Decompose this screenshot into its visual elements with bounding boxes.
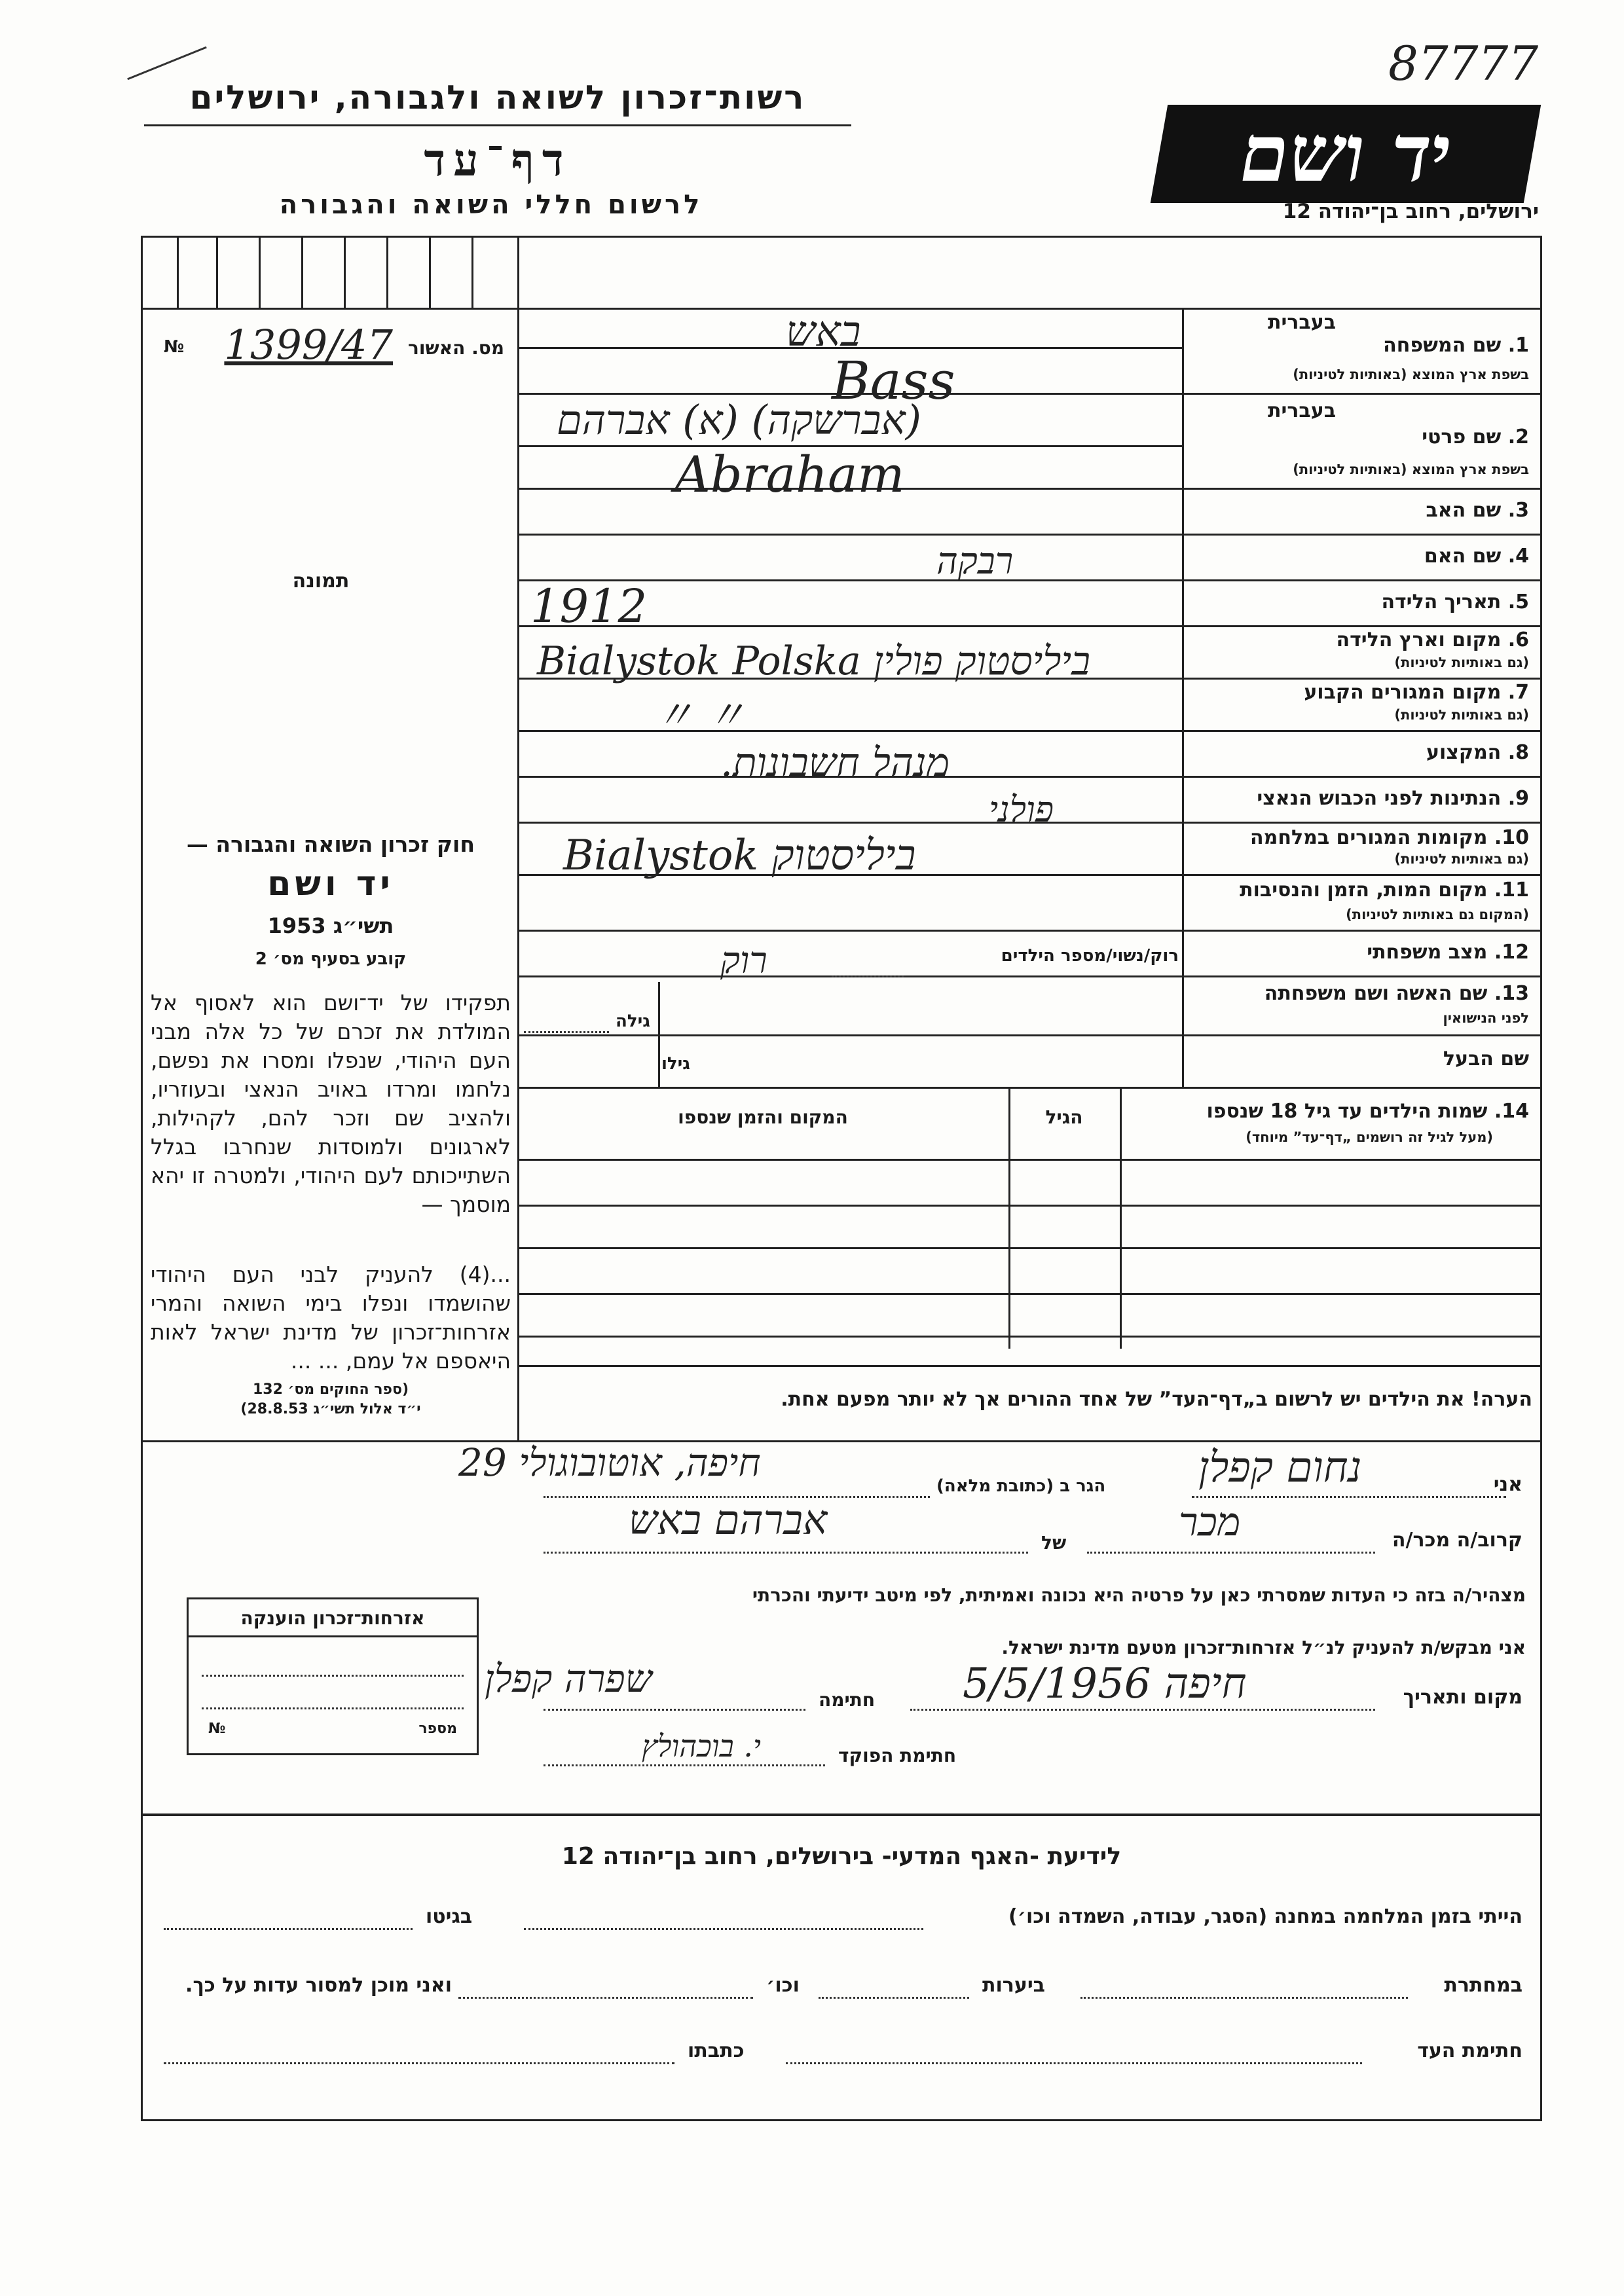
wartime-residence-value: Bialystok ביליסטוק [563,831,916,880]
row-rule [1182,776,1542,778]
citizenship-rule [189,1635,477,1637]
of-label: של [1041,1532,1067,1554]
label-column-rule [1182,308,1184,1087]
law-body: תפקידו של יד־ושם הוא לאסוף אל המולדת את זכרם של כל אלה מבני העם היהודי, שנפלו ומסרו את נפשם, נלחמו ומרדו באויב הנאצי ובעוזריו, ולהציב שם וזכר להם, לקהילות, לארגונים ולמוסדות שנחרבו בגלל השתייכותם לעם היהודי, ולמטרה זו יהא מוסמך — [151,990,511,1217]
write-line [517,730,1182,732]
nationality-value: פולני [989,789,1054,830]
underground-line [1080,1997,1408,1999]
row-rule [1182,678,1542,680]
wife-name-label: 13. שם האשה ושם משפחתה [1264,982,1529,1005]
registration-field [164,321,504,373]
officer-signature-label: חתימת הפוקד [838,1745,957,1766]
witness-address-label: כתבתו [688,2039,745,2062]
row-rule [1182,975,1542,977]
declarant-address: חיפה, אוטובוגולי 29 [458,1440,761,1485]
declarant-signature: שפרה קפלן [485,1656,652,1701]
children-row-rule [517,1205,1542,1207]
citizenship-request: אני מבקש/ת להעניק לנ״ל אזרחות־זכרון מטעם מדינת ישראל. [1001,1637,1526,1658]
residence-label: 7. מקום המגורים הקבוע [1304,681,1529,704]
children-count-line [832,975,904,977]
children-row-rule [517,1293,1542,1295]
signature-line [544,1709,805,1711]
profession-label: 8. המקצוע [1426,741,1529,764]
death-place-label: 11. מקום המות, הזמן והנסיבות [1240,879,1529,902]
birth-date-value: 1912 [530,579,648,633]
law-name: יד ושם [267,864,394,903]
birth-place-sub: (גם באותיות לטיניות) [1394,655,1529,670]
place-date-value: חיפה 5/5/1956 [963,1660,1247,1708]
witness-signature-label: חתימת העד [1417,2039,1522,2062]
camp-line [524,1928,923,1930]
residence-sub: (גם באותיות לטיניות) [1394,707,1529,723]
relation-value: מכר [1179,1499,1241,1545]
relation-line [1087,1552,1375,1554]
address-label: הגר ב (כתובת מלאה) [936,1476,1106,1496]
marital-status-options: רוק/נשוי/מספר הילדים [1001,946,1179,966]
registration-prefix: № [164,337,185,357]
law-clause: קובע בסעיף מס׳ 2 [255,949,407,969]
write-line [517,534,1182,536]
archive-number: 87777 [1388,36,1539,91]
registration-label: מס. האשור [408,337,504,359]
corner-mark [127,46,207,80]
grid-cell [177,236,179,308]
children-row-rule [517,1336,1542,1338]
grid-cell [216,236,218,308]
family-name-latin: Bass [832,350,955,411]
note-top-rule [517,1365,1542,1367]
forests-label: ביערות [982,1974,1045,1997]
children-names-sub: (מעל לגיל זה רושמים „דף־עד” מיוחד) [1246,1129,1493,1145]
relation-label: קרוב/ה מכר/ה [1392,1529,1522,1552]
footer-rule [141,1813,1542,1816]
witness-signature-line [786,2062,1362,2064]
write-line [517,930,1182,932]
family-name-sub: בשפת ארץ המוצא (באותיות לטיניות) [1293,367,1529,382]
law-clause-4: ...(4) להעניק לבני העם היהודי שהושמדו ונפלו בימי השואה והמרי אזרחות־זכרון של מדינת ישראל לאות היאספם אל עמם, ... ... [151,1262,511,1374]
grid-cell [471,236,473,308]
row-rule [1182,534,1542,536]
declarant-line [1192,1496,1506,1498]
place-date-label: מקום ותאריך [1403,1686,1522,1709]
ghetto-line [164,1928,413,1930]
etc-label: וכו׳ [766,1974,800,1997]
age-divider [658,982,660,1087]
citizenship-dotline [202,1675,464,1677]
children-row-rule [517,1247,1542,1249]
husband-name-label: שם הבעל [1443,1048,1529,1070]
marital-status-label: 12. מצב משפחתי [1367,941,1529,964]
wife-name-sub: לפני הנישואין [1443,1010,1529,1026]
row-rule [1182,579,1542,581]
citizenship-title: אזרחות־זכרון הוענקה [240,1607,425,1629]
row-rule [1182,488,1542,490]
write-line [517,1087,1542,1089]
mother-name-value: רבקה [936,540,1014,583]
signature-label: חתימה [819,1689,876,1711]
first-name-hebrew: (אברשקה) (א) אברהם [557,396,921,444]
grid-rule-right [517,308,1542,310]
profession-value: מנהל חשבונות. [720,740,950,786]
underground-label: במחתרת [1444,1974,1522,1997]
bottom-rule [141,2119,1542,2121]
in-hebrew-1: בעברית [1268,311,1336,334]
write-line [517,822,1182,824]
law-source-date: י״ד אלול תשי״ג 28.8.53) [240,1401,421,1417]
note-text: הערה! את הילדים יש לרשום ב„דף־העד” של אחד ההורים אך לא יותר מפעם אחת. [781,1388,1532,1411]
top-rule [141,236,1542,238]
note-bottom-rule [141,1440,1542,1442]
family-name-label: 1. שם המשפחה [1383,334,1529,357]
in-hebrew-2: בעברית [1268,399,1336,422]
forests-line [819,1997,969,1999]
law-year: תשי״ג 1953 [267,913,394,938]
grid-cell [301,236,303,308]
law-source: (ספר החוקים מס׳ 132 [252,1381,409,1398]
citizenship-number-label: מספר [418,1721,457,1737]
photo-label: תמונה [292,570,350,592]
row-rule [1182,625,1542,627]
declaration-statement: מצהיר/ה בזה כי העדות שמסרתי כאן על פרטיה היא נכונה ואמיתית, לפי מיטב ידיעתי והכרתי [752,1584,1526,1606]
address: ירושלים, רחוב בן־יהודה 12 [1282,200,1539,223]
of-line [544,1552,1028,1554]
residence-value: 〃 〃 [655,693,747,738]
frame-left [141,236,143,2121]
place-date-line [910,1709,1375,1711]
footer-title: לידיעת -האגף המדעי- בירושלים, רחוב בן־יהודה 12 [561,1843,1122,1870]
grid-cell [429,236,431,308]
row-rule [1182,1034,1542,1036]
children-names-label: 14. שמות הילדים עד גיל 18 שנספו [1206,1100,1529,1123]
declarant-name: נחום קפלן [1198,1444,1362,1492]
children-header-rule [517,1159,1542,1161]
declarant-label: אני [1493,1473,1522,1496]
header-rule [144,124,851,126]
first-name-label: 2. שם פרטי [1422,426,1529,448]
frame-right [1540,236,1542,2121]
victim-name: אברהם באש [629,1496,828,1544]
wife-age-label: גילה [616,1011,650,1031]
wartime-residence-sub: (גם באותיות לטיניות) [1394,851,1529,867]
column-divider [517,236,519,1440]
camp-label: הייתי בזמן המלחמה במחנה (הסגר, עבודה, השמדה וכו׳) [1008,1905,1522,1928]
registration-value: 1399/47 [224,321,393,369]
children-place-header: המקום והזמן שנספו [678,1106,848,1128]
family-name-hebrew: באש [786,308,861,356]
law-title: חוק זכרון השואה והגבורה — [186,831,475,857]
row-rule [1182,874,1542,876]
birth-place-label: 6. מקום וארץ הלידה [1336,629,1529,651]
form-title: דף־עד [424,134,572,187]
row-rule [1182,930,1542,932]
grid-cell [259,236,261,308]
row-rule [1182,730,1542,732]
death-place-sub: (המקום גם באותיות לטיניות) [1346,907,1529,922]
etc-line [458,1997,753,1999]
yad-vashem-logo: יד ושם [1151,105,1541,203]
first-name-sub: בשפת ארץ המוצא (באותיות לטיניות) [1293,462,1529,477]
form-subtitle: לרשום חללי השואה והגבורה [279,190,703,220]
mother-name-label: 4. שם האם [1424,545,1529,568]
grid-cell [344,236,346,308]
row-rule [1182,822,1542,824]
row-rule [1182,393,1542,395]
children-col-rule [1120,1087,1122,1349]
father-name-label: 3. שם האב [1426,499,1529,522]
nationality-label: 9. הנתינות לפני הכבוש הנאצי [1257,787,1529,810]
wartime-residence-label: 10. מקומות המגורים במלחמה [1250,826,1529,849]
citizenship-number-prefix: № [208,1721,226,1737]
grid-cell [386,236,388,308]
first-name-latin: Abraham [674,445,905,503]
officer-signature-line [544,1764,825,1766]
birth-place-value: Bialystok Polska ביליסטוק פולין [537,638,1091,684]
ghetto-label: בגיטו [426,1905,473,1928]
grid-rule [141,308,517,310]
citizenship-dotline [202,1707,464,1709]
marital-status-value: רוק [720,939,767,982]
officer-signature: י. בוכהולץ [642,1728,761,1764]
write-line [517,1034,1182,1036]
husband-age-label: גילו [661,1054,690,1074]
children-age-header: הגיל [1045,1106,1083,1128]
testimony-ready: ואני מוכן למסור עדות על כך. [185,1974,452,1997]
citizenship-box [187,1597,479,1755]
authority-title: רשות־זכרון לשואה ולגבורה, ירושלים [189,79,806,117]
wife-age-line [524,1031,609,1033]
birth-date-label: 5. תאריך הלידה [1381,591,1529,613]
witness-address-line [164,2062,674,2064]
